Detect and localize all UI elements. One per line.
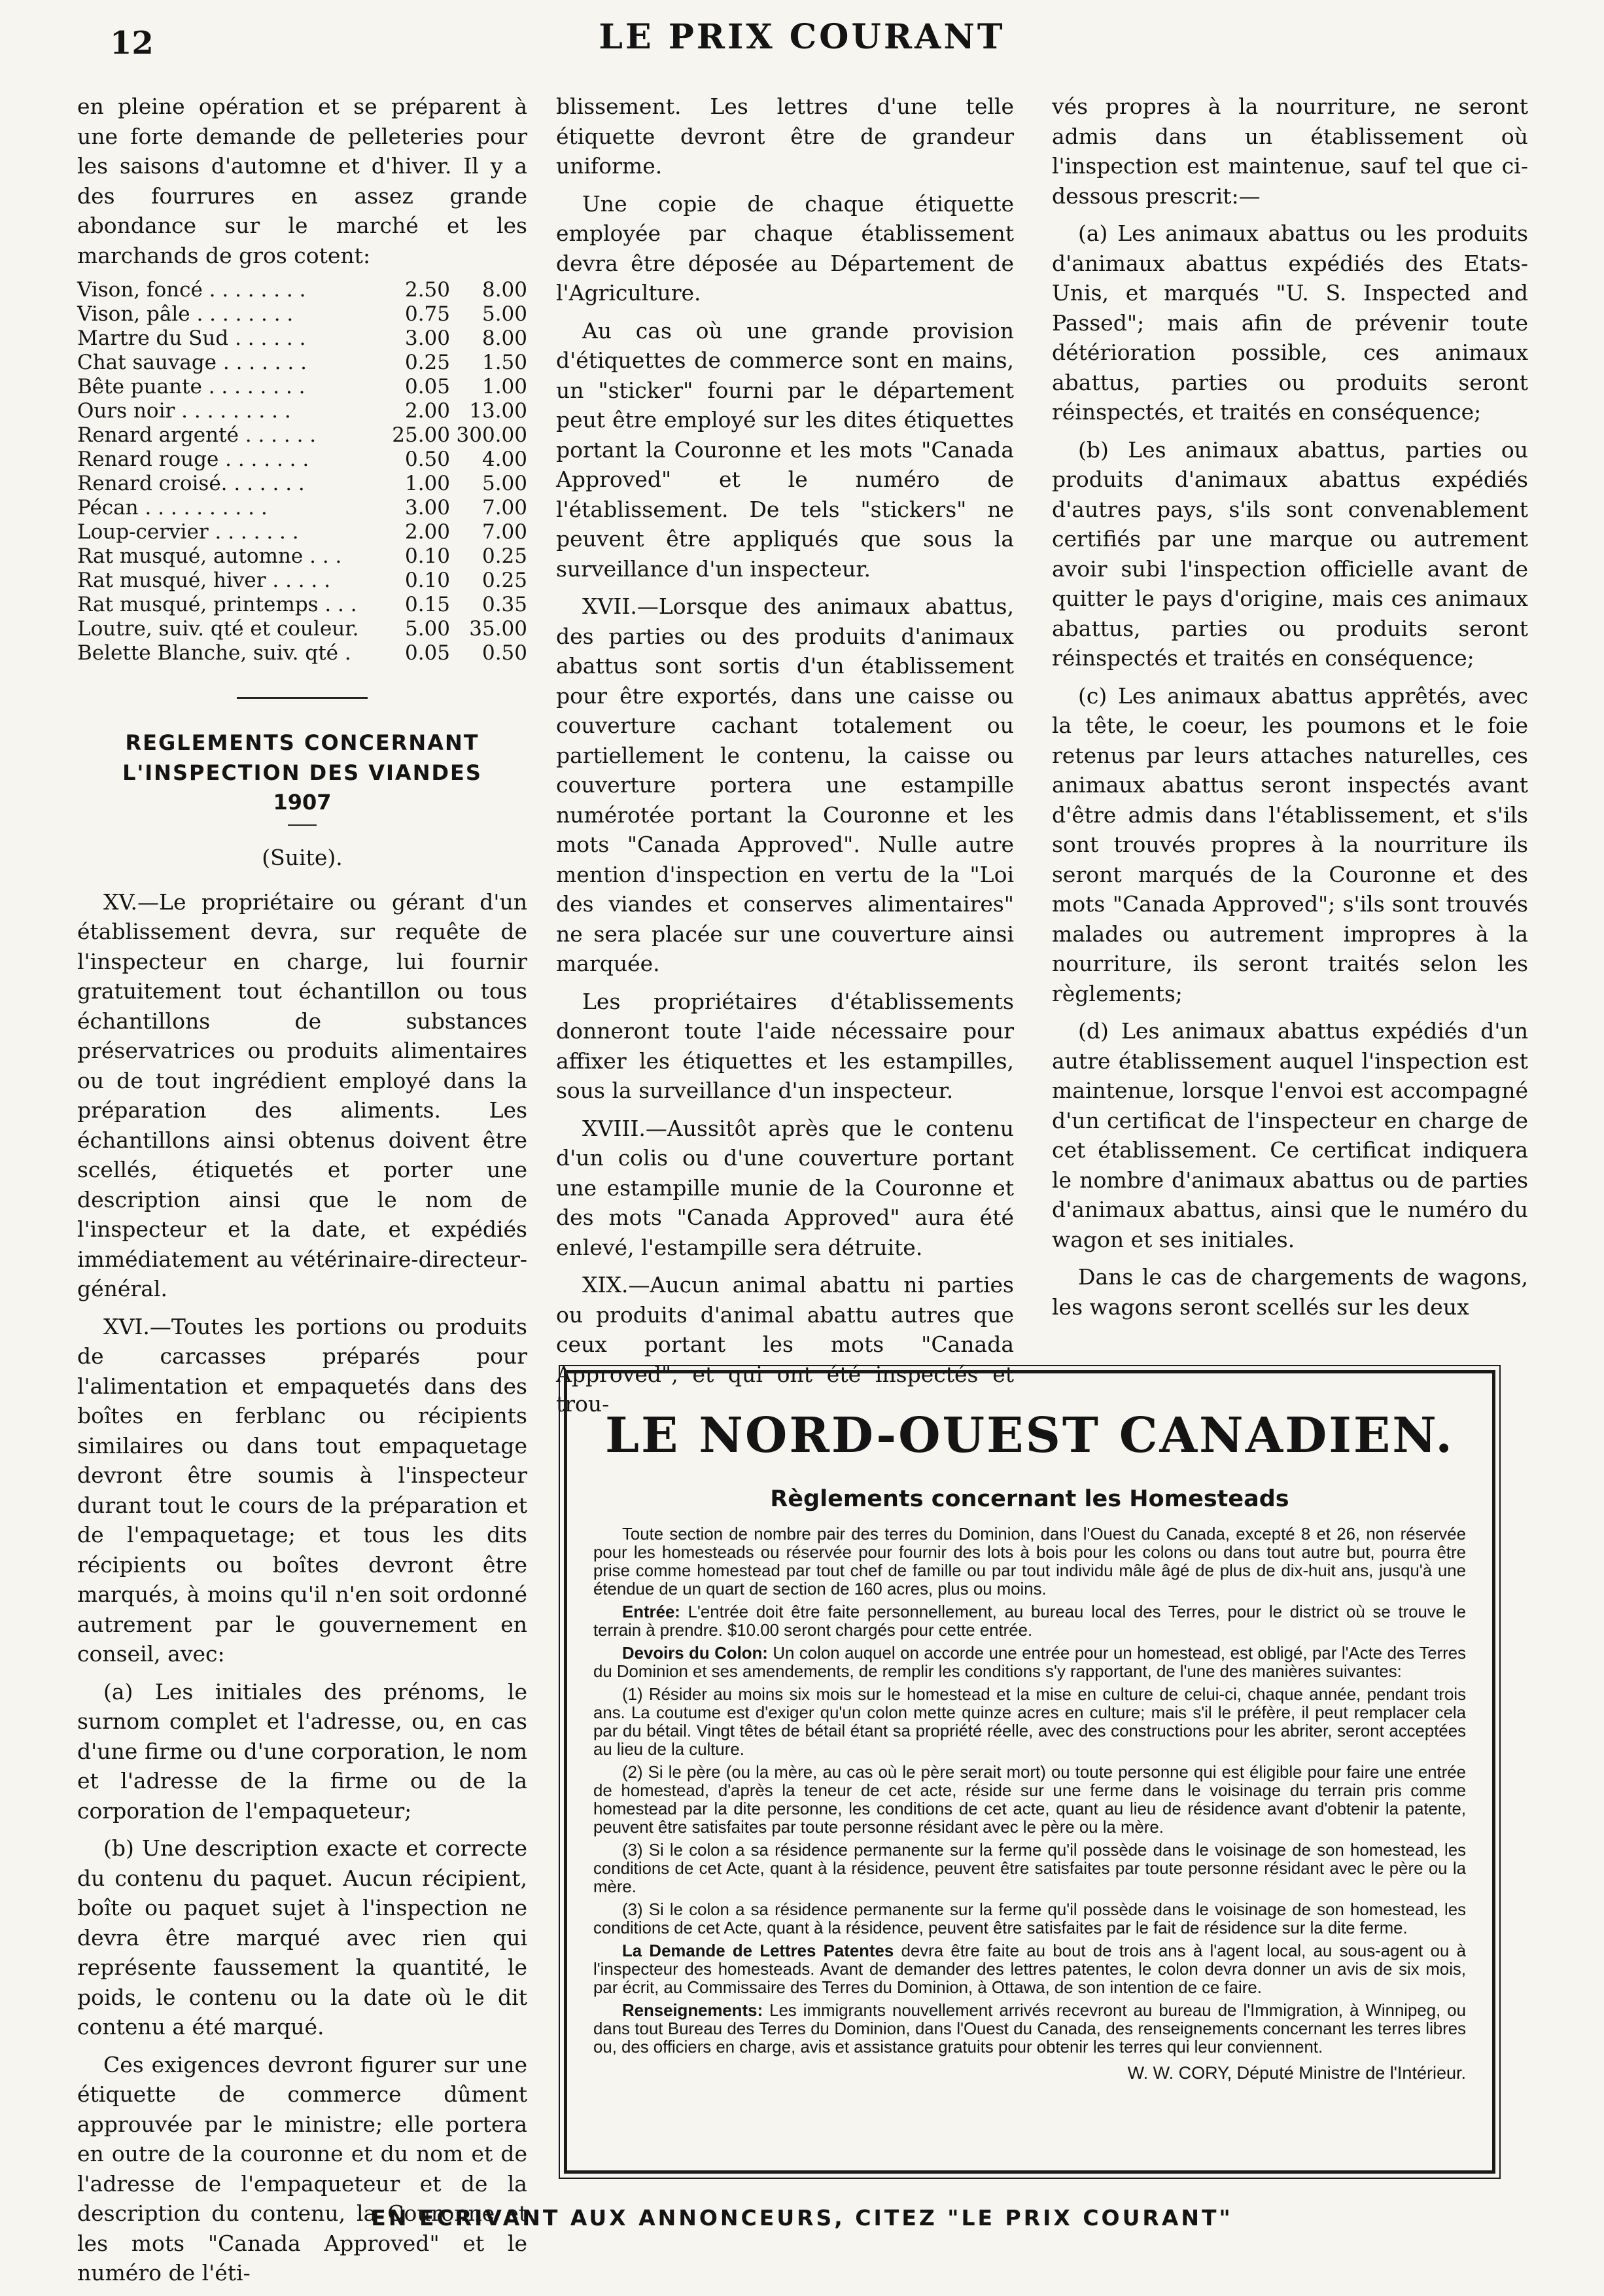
price-high: 8.00 xyxy=(481,327,527,350)
price-row xyxy=(77,544,527,569)
article-xviii: XVIII.—Aussitôt après que le contenu d'un colis ou d'une couverture portant une estampille munie de la Couronne et des mots "Canada Approved" aura été enlevé, l'estampille sera détruite. xyxy=(556,1115,1014,1260)
fur-price-table xyxy=(77,278,527,665)
price-low: 2.00 xyxy=(404,520,450,544)
ad-entree-label: Entrée: xyxy=(622,1603,680,1621)
ad-body xyxy=(593,1525,1466,2057)
price-row xyxy=(77,520,527,544)
price-item-name: Bête puante . . . . . . . . xyxy=(77,375,305,398)
ad-signature: W. W. CORY, Député Ministre de l'Intérieur. xyxy=(1127,2063,1466,2083)
ad-devoirs xyxy=(593,1644,1466,1681)
label-continuation: blissement. Les lettres d'une telle étiquette devront être de grandeur uniforme. xyxy=(556,94,1014,179)
rule-b: (b) Les animaux abattus, parties ou produits d'animaux abattus expédiés d'autres pays, s'ils sont convenablement certifiés par une marque ou autrement avoir subi l'inspection officielle avant de quitter le pays d'origine, mais ces animaux abattus, parties ou produits seront réinspectés et traités en conséquence; xyxy=(1052,436,1528,671)
column-left xyxy=(77,92,527,2296)
ad-devoirs-label: Devoirs du Colon: xyxy=(622,1644,768,1663)
ad-item-2: (2) Si le père (ou la mère, au cas où le père serait mort) ou toute personne qui est éligible pour faire une entrée de homestead, d'après la teneur de cet acte, réside sur une ferme dans le voisinage du terrain pris comme homestead par la dite personne, les conditions de cet acte, quant au lieu de résidence avant d'obtenir la patente, peuvent être satisfaites par toute personne résidant avec le père ou la mère. xyxy=(593,1763,1466,1837)
price-item-name: Rat musqué, hiver . . . . . xyxy=(77,569,331,592)
rule-c: (c) Les animaux abattus apprêtés, avec la tête, le coeur, les poumons et le foie retenus par leurs attaches naturelles, ces animaux abattus seront inspectés avant d'être admis dans l'établissement, et s'ils sont trouvés propres à la nourriture ils seront marqués de la Couronne et des mots "Canada Approved"; s'ils sont trouvés malades ou autrement impropres à la nourriture, ils seront traités selon les règlements; xyxy=(1052,682,1528,1006)
price-row xyxy=(77,399,527,423)
price-low: 3.00 xyxy=(404,327,450,350)
price-low: 0.10 xyxy=(404,569,450,592)
price-low: 0.15 xyxy=(404,593,450,616)
page-number: 12 xyxy=(110,25,154,62)
price-item-name: Rat musqué, printemps . . . xyxy=(77,593,357,616)
price-item-name: Rat musqué, automne . . . xyxy=(77,544,342,568)
price-low: 0.50 xyxy=(404,448,450,471)
price-item-name: Loup-cervier . . . . . . . xyxy=(77,520,299,544)
price-row xyxy=(77,593,527,617)
price-high: 13.00 xyxy=(469,399,527,423)
price-row xyxy=(77,351,527,375)
price-high: 1.50 xyxy=(481,351,527,374)
ad-subtitle: Règlements concernant les Homesteads xyxy=(770,1486,1289,1512)
price-item-name: Martre du Sud . . . . . . xyxy=(77,327,306,350)
price-high: 5.00 xyxy=(481,302,527,326)
ad-item-3: (3) Si le colon a sa résidence permanente sur la ferme qu'il possède dans le voisinage de son homestead, les conditions de cet Acte, quant à la résidence, peuvent être satisfaites par toute personne résidant avec le père ou la mère. xyxy=(593,1841,1466,1896)
ad-entree-text: L'entrée doit être faite personnellement, au bureau local des Terres, pour le district où se trouve le terrain à prendre. $10.00 seront chargés pour cette entrée. xyxy=(593,1603,1466,1640)
price-high: 0.25 xyxy=(481,544,527,568)
price-row xyxy=(77,448,527,472)
ad-devoirs-text: Un colon auquel on accorde une entrée pour un homestead, est obligé, par l'Acte des Terres du Dominion et ses amendements, de remplir les conditions s'y rapportant, de l'une des manières suivantes: xyxy=(593,1644,1466,1681)
price-item-name: Renard croisé. . . . . . . xyxy=(77,472,305,495)
wagon-paragraph: Dans le cas de chargements de wagons, les wagons seront scellés sur les deux xyxy=(1052,1264,1528,1320)
ad-demande-label: La Demande de Lettres Patentes xyxy=(622,1942,894,1960)
article-xvii: XVII.—Lorsque des animaux abattus, des parties ou des produits d'animaux abattus sont sortis d'un établissement pour être exportés, dans une caisse ou couverture cachant totalement ou partiellement le contenu, la caisse ou couverture portera une estampille numérotée portant la Couronne et les mots "Canada Approved". Nulle autre mention d'inspection en vertu de la "Loi des viandes et conserves alimentaires" ne sera placée sur une couverture ainsi marquée. xyxy=(556,593,1014,976)
price-high: 5.00 xyxy=(481,472,527,495)
ad-item-1: (1) Résider au moins six mois sur le homestead et la mise en culture de celui-ci, chaque année, pendant trois ans. La coutume est d'exiger qu'un colon mette quinze acres en culture; mais s'il le préfère, il peut remplacer cela par du bétail. Vingt têtes de bétail étant sa propriété réelle, avec des constructions pour les abriter, seront acceptées au lieu de la culture. xyxy=(593,1686,1466,1759)
section-year: 1907 xyxy=(273,790,332,815)
article-xix: XIX.—Aucun animal abattu ni parties ou produits d'animal abattu autres que ceux portant les mots "Canada Approved", et qui ont été inspectés et trou- xyxy=(556,1272,1014,1417)
ad-demande xyxy=(593,1942,1466,1997)
price-item-name: Renard argenté . . . . . . xyxy=(77,423,317,447)
price-low: 2.50 xyxy=(404,278,450,302)
admission-rule: vés propres à la nourriture, ne seront admis dans un établissement où l'inspection est maintenue, sauf tel que ci-dessous prescrit:— xyxy=(1052,94,1528,209)
price-low: 0.05 xyxy=(404,375,450,398)
price-item-name: Pécan . . . . . . . . . . xyxy=(77,496,268,520)
ad-intro: Toute section de nombre pair des terres du Dominion, dans l'Ouest du Canada, excepté 8 et 26, non réservée pour les homesteads ou réservée pour fournir des lots à bois pour les colons ou dans tout autre but, pourra être prise comme homestead par tout chef de famille ou par tout individu mâle âgé de plus de dix-huit ans, jusqu'à une étendue de un quart de section de 160 acres, plus ou moins. xyxy=(593,1525,1466,1598)
label-requirements: Ces exigences devront figurer sur une étiquette de commerce dûment approuvée par le ministre; elle portera en outre de la couronne et du nom et de l'adresse de l'empaqueteur et de la description du contenu, la Couronne et les mots "Canada Approved" et le numéro de l'éti- xyxy=(77,2051,527,2286)
price-high: 7.00 xyxy=(481,496,527,520)
price-low: 0.10 xyxy=(404,544,450,568)
column-middle xyxy=(556,92,1014,1427)
price-low: 5.00 xyxy=(404,617,450,641)
price-row xyxy=(77,569,527,593)
price-item-name: Ours noir . . . . . . . . . xyxy=(77,399,291,423)
ad-item-3b: (3) Si le colon a sa résidence permanente sur la ferme qu'il possède dans le voisinage de son homestead, les conditions de cet Acte, quant à la résidence, peuvent être satisfaites par le fait de résidence sur la dite ferme. xyxy=(593,1901,1466,1937)
price-low: 3.00 xyxy=(404,496,450,520)
ad-demande-text: devra être faite au bout de trois ans à l'agent local, au sous-agent ou à l'inspecteur des homesteads. Avant de demander des lettres patentes, le colon devra donner un avis de six mois, par écrit, au Commissaire des Terres du Dominion, à Ottawa, de son intention de ce faire. xyxy=(593,1942,1466,1997)
label-copy-deposit: Une copie de chaque étiquette employée par chaque établissement devra être déposée au Département de l'Agriculture. xyxy=(556,190,1014,306)
price-low: 25.00 xyxy=(392,423,450,447)
price-high: 0.35 xyxy=(481,593,527,616)
ad-rens-label: Renseignements: xyxy=(622,2002,763,2020)
ad-title: LE NORD-OUEST CANADIEN. xyxy=(605,1407,1454,1464)
price-row xyxy=(77,472,527,496)
section-divider xyxy=(237,697,368,699)
price-low: 0.25 xyxy=(404,351,450,374)
price-row xyxy=(77,327,527,351)
price-high: 1.00 xyxy=(481,375,527,398)
price-high: 0.25 xyxy=(481,569,527,592)
price-row xyxy=(77,375,527,399)
price-low: 0.05 xyxy=(404,641,450,665)
owners-assistance: Les propriétaires d'établissements donneront toute l'aide nécessaire pour affixer les étiquettes et les estampilles, sous la surveillance d'un inspecteur. xyxy=(556,988,1014,1103)
sticker-paragraph: Au cas où une grande provision d'étiquettes de commerce sont en mains, un "sticker" fourni par le département peut être employé sur les dites étiquettes portant la Couronne et les mots "Canada Approved" et le numéro de l'établissement. De tels "stickers" ne peuvent être appliqués que sous la surveillance d'un inspecteur. xyxy=(556,317,1014,582)
article-xv: XV.—Le propriétaire ou gérant d'un établissement devra, sur requête de l'inspecteur en charge, lui fournir gratuitement tout échantillon ou tous échantillons de substances préservatrices ou produits alimentaires ou de tout ingrédient employé dans la préparation des aliments. Les échantillons ainsi obtenus doivent être scellés, étiquetés et porter une description ainsi que le nom de l'inspecteur et la date, et expédiés immédiatement au vétérinaire-directeur-général. xyxy=(77,889,527,1301)
price-high: 7.00 xyxy=(481,520,527,544)
section-title: REGLEMENTS CONCERNANT L'INSPECTION DES VIANDES xyxy=(122,730,482,785)
article-xvi-b: (b) Une description exacte et correcte du contenu du paquet. Aucun récipient, boîte ou paquet sujet à l'inspection ne devra être marqué avec rien qui représente faussement la quantité, le poids, le contenu ou la date où le dit contenu a été marqué. xyxy=(77,1835,527,2040)
footer-notice: EN ECRIVANT AUX ANNONCEURS, CITEZ "LE PRIX COURANT" xyxy=(371,2205,1233,2231)
price-high: 0.50 xyxy=(481,641,527,665)
price-low: 1.00 xyxy=(404,472,450,495)
price-high: 4.00 xyxy=(481,448,527,471)
masthead-title: LE PRIX COURANT xyxy=(599,17,1005,57)
column-right xyxy=(1052,92,1528,1330)
price-item-name: Belette Blanche, suiv. qté . xyxy=(77,641,351,665)
short-divider xyxy=(288,824,317,826)
price-low: 0.75 xyxy=(404,302,450,326)
ad-rens-text: Les immigrants nouvellement arrivés recevront au bureau de l'Immigration, à Winnipeg, ou dans tout Bureau des Terres du Dominion, dans l'Ouest du Canada, des renseignements concernant les terres libres ou, des officiers en charge, avis et assistance gratuits pour obtenir les terres qui leur conviennent. xyxy=(593,2002,1467,2057)
price-row xyxy=(77,278,527,302)
homestead-advertisement xyxy=(564,1370,1495,2174)
price-row xyxy=(77,496,527,520)
suite-label: (Suite). xyxy=(262,845,343,870)
price-item-name: Vison, foncé . . . . . . . . xyxy=(77,278,306,302)
price-item-name: Renard rouge . . . . . . . xyxy=(77,448,309,471)
price-item-name: Chat sauvage . . . . . . . xyxy=(77,351,307,374)
fur-market-intro: en pleine opération et se préparent à une forte demande de pelleteries pour les saisons d'automne et d'hiver. Il y a des fourrures en assez grande abondance sur le marché et les marchands de gros cotent: xyxy=(77,94,527,268)
price-row xyxy=(77,641,527,665)
price-high: 35.00 xyxy=(469,617,527,641)
price-low: 2.00 xyxy=(404,399,450,423)
price-row xyxy=(77,302,527,327)
ad-renseignements xyxy=(593,2002,1466,2057)
article-xvi-a: (a) Les initiales des prénoms, le surnom complet et l'adresse, ou, en cas d'une firme ou d'une corporation, le nom et l'adresse de la firme ou de la corporation de l'empaqueteur; xyxy=(77,1678,527,1824)
price-high: 8.00 xyxy=(481,278,527,302)
ad-entree xyxy=(593,1603,1466,1640)
rule-d: (d) Les animaux abattus expédiés d'un autre établissement auquel l'inspection est maintenue, lorsque l'envoi est accompagné d'un certificat de l'inspecteur en charge de cet établissement. Ce certificat indiquera le nombre d'animaux abattus ou de parties d'animaux abattus, ainsi que le numéro du wagon et ses initiales. xyxy=(1052,1018,1528,1252)
price-row xyxy=(77,617,527,641)
article-xvi: XVI.—Toutes les portions ou produits de carcasses préparés pour l'alimentation et empaquetés dans des boîtes en ferblanc ou récipients similaires ou dans tout empaquetage devront être soumis à l'inspecteur durant tout le cours de la préparation et de l'empaquetage; et tous les dits récipients ou boîtes devront être marqués, à moins qu'il n'en soit ordonné autrement par le gouvernement en conseil, avec: xyxy=(77,1313,527,1667)
price-row xyxy=(77,423,527,448)
rule-a: (a) Les animaux abattus ou les produits d'animaux abattus expédiés des Etats-Unis, et marqués "U. S. Inspected and Passed"; mais afin de prévenir toute détérioration possible, ces animaux abattus, parties ou produits seront réinspectés, et traités en conséquence; xyxy=(1052,221,1528,425)
price-high: 300.00 xyxy=(456,423,527,447)
price-item-name: Loutre, suiv. qté et couleur. xyxy=(77,617,359,641)
price-item-name: Vison, pâle . . . . . . . . xyxy=(77,302,294,326)
